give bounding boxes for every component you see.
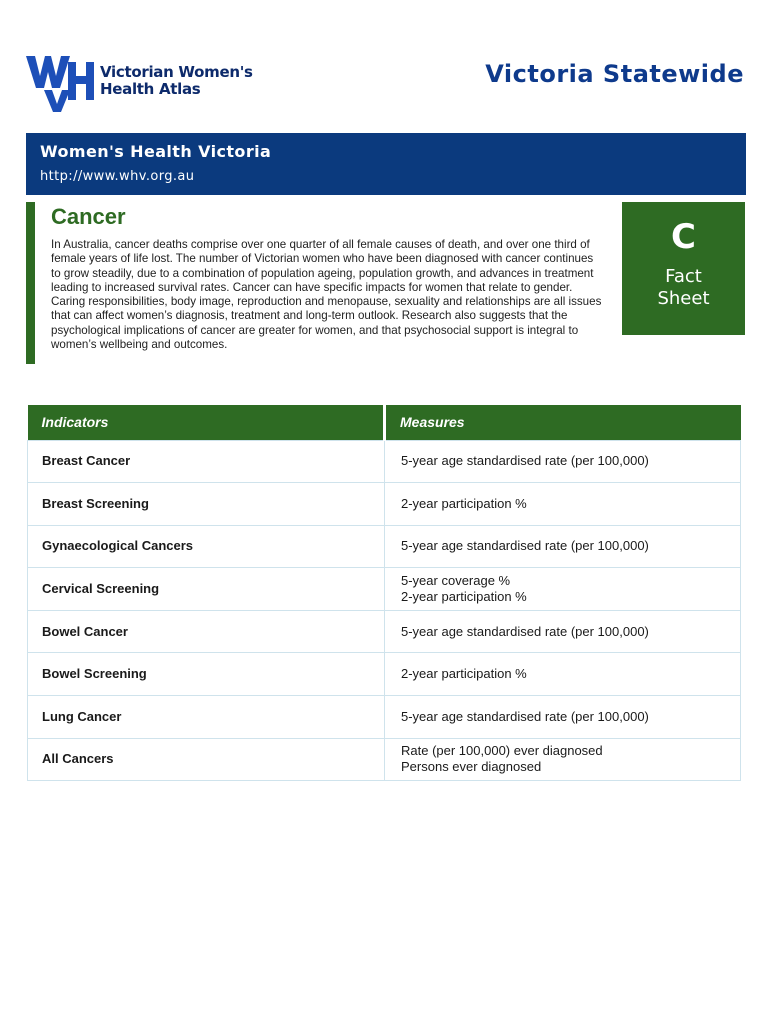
section-intro: In Australia, cancer deaths comprise over one quarter of all female causes of death, and over one third of female years of life lost. The number of Victorian women who have been diagnosed with cancer continues to grow steadily, due to a combination of population ageing, population growth, and advances in treatment leading to increased survival rates. Cancer can have specific impacts for women that relate to gender. Caring responsibilities, body image, reproduction and menopause, sexuality and relationships are all issues that can affect women’s diagnosis, treatment and long-term outlook. Research also suggests that the psychological implications of cancer are greater for women, and that psychosocial support is integral to women’s wellbeing and outcomes. (51, 238, 602, 352)
measure-line: Rate (per 100,000) ever diagnosed (401, 743, 603, 759)
measure-cell (385, 653, 741, 696)
org-name: Women's Health Victoria (40, 142, 272, 161)
logo-wordmark (100, 64, 253, 98)
whv-logo-mark (26, 54, 98, 112)
measure-line: 5-year age standardised rate (per 100,000) (401, 538, 649, 554)
measure-cell (385, 738, 741, 781)
measure-line: 2-year participation % (401, 589, 527, 605)
table-row (28, 568, 741, 611)
measure-line: Persons ever diagnosed (401, 759, 542, 775)
logo-text-line2: Health Atlas (100, 80, 201, 98)
measure-cell (385, 483, 741, 526)
whv-logo (26, 54, 276, 112)
region-title: Victoria Statewide (485, 60, 744, 88)
column-header-measures: Measures (385, 405, 741, 440)
section-title: Cancer (51, 204, 126, 229)
measure-line: 5-year age standardised rate (per 100,000) (401, 453, 649, 469)
indicator-cell: All Cancers (28, 738, 385, 781)
indicator-cell: Lung Cancer (28, 696, 385, 739)
fact-sheet-badge (622, 202, 745, 335)
table-body (28, 440, 741, 781)
measure-cell (385, 440, 741, 483)
measure-cell (385, 696, 741, 739)
org-banner (26, 133, 746, 195)
table-row (28, 696, 741, 739)
measure-cell (385, 610, 741, 653)
indicator-cell: Bowel Cancer (28, 610, 385, 653)
section-accent-bar (26, 202, 35, 364)
table-header-row (28, 405, 741, 440)
indicators-table (27, 405, 741, 781)
logo-text-line1: Victorian Women's (100, 63, 253, 81)
indicator-cell: Breast Cancer (28, 440, 385, 483)
measure-line: 2-year participation % (401, 495, 527, 511)
org-url[interactable]: http://www.whv.org.au (40, 169, 195, 184)
table-row (28, 440, 741, 483)
table-row (28, 525, 741, 568)
table-row (28, 610, 741, 653)
table-row (28, 483, 741, 526)
indicator-cell: Bowel Screening (28, 653, 385, 696)
fact-sheet-letter: C (671, 217, 696, 257)
measure-line: 5-year coverage % (401, 573, 511, 589)
fact-sheet-label: Fact Sheet (657, 266, 710, 309)
measure-cell (385, 568, 741, 611)
column-header-indicators: Indicators (28, 405, 385, 440)
measure-line: 5-year age standardised rate (per 100,000) (401, 623, 649, 639)
indicator-cell: Gynaecological Cancers (28, 525, 385, 568)
measure-line: 2-year participation % (401, 666, 527, 682)
table-row (28, 738, 741, 781)
measure-cell (385, 525, 741, 568)
measure-line: 5-year age standardised rate (per 100,000) (401, 708, 649, 724)
table-row (28, 653, 741, 696)
indicator-cell: Cervical Screening (28, 568, 385, 611)
indicator-cell: Breast Screening (28, 483, 385, 526)
